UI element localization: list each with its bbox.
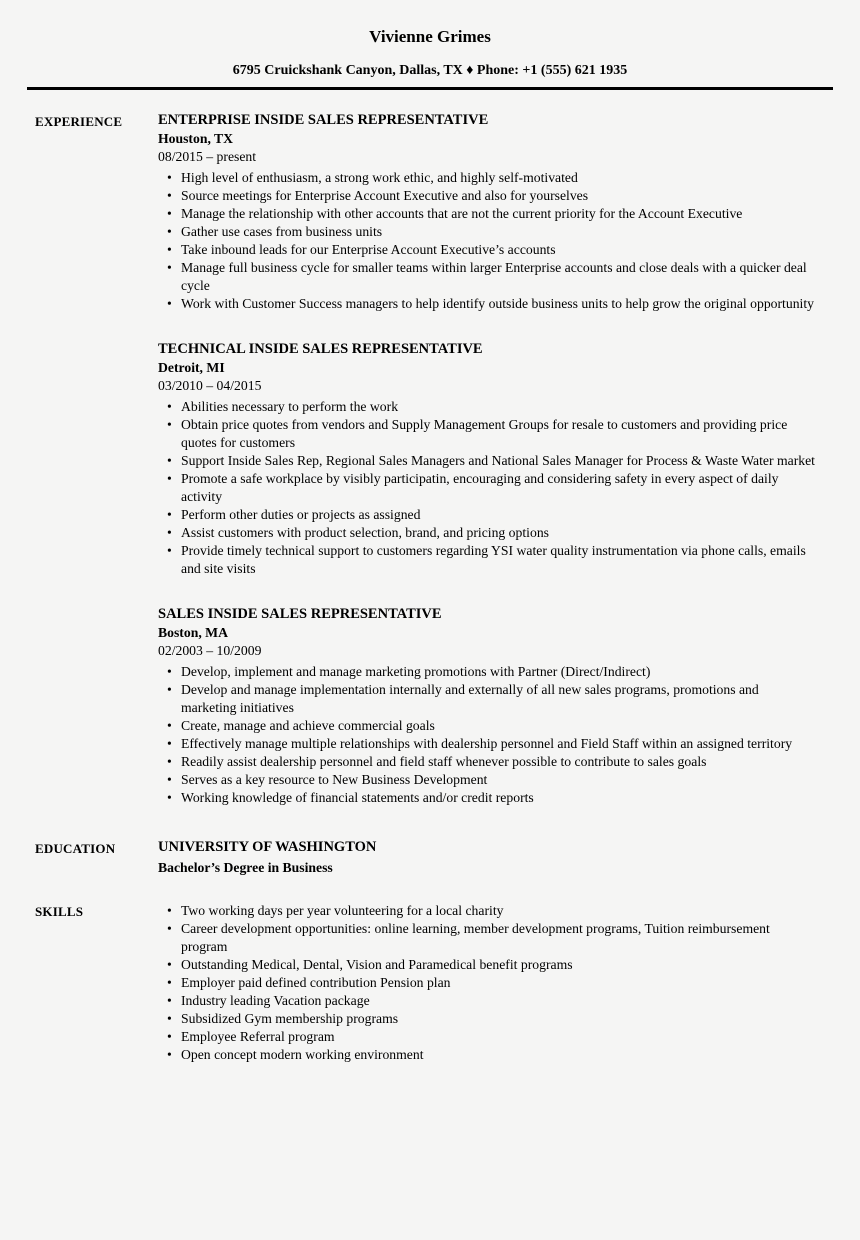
skill-bullet: • Two working days per year volunteering for a local charity <box>158 902 816 920</box>
section-label-skills: SKILLS <box>35 903 84 919</box>
job-bullet: • Support Inside Sales Rep, Regional Sales Managers and National Sales Manager for Process & Waste Water market <box>158 452 816 470</box>
job-dates: 08/2015 – present <box>158 149 257 164</box>
resume-body <box>0 90 860 1064</box>
job-bullet: • Perform other duties or projects as assigned <box>158 506 816 524</box>
job-bullet: • Assist customers with product selection, brand, and pricing options <box>158 524 816 542</box>
job-bullet: • Gather use cases from business units <box>158 223 816 241</box>
education-column <box>158 838 816 877</box>
skill-bullet: • Employer paid defined contribution Pension plan <box>158 974 816 992</box>
candidate-name: Vivienne Grimes <box>369 27 491 46</box>
job-bullet: • Obtain price quotes from vendors and Supply Management Groups for resale to customers and providing price quotes for customers <box>158 416 816 452</box>
job-entry-sales <box>158 605 816 807</box>
skills-bullet-list <box>158 902 816 1064</box>
contact-line: 6795 Cruickshank Canyon, Dallas, TX ♦ Phone: +1 (555) 621 1935 <box>232 63 628 78</box>
job-title: ENTERPRISE INSIDE SALES REPRESENTATIVE <box>158 112 489 128</box>
school-name: UNIVERSITY OF WASHINGTON <box>158 839 377 855</box>
education-section <box>35 838 816 877</box>
section-label-experience: EXPERIENCE <box>35 113 123 129</box>
job-bullet: • Promote a safe workplace by visibly participatin, encouraging and considering safety in every aspect of daily activity <box>158 470 816 506</box>
job-bullet: • Work with Customer Success managers to help identify outside business units to help grow the original opportunity <box>158 295 816 313</box>
job-bullet: • Develop and manage implementation internally and externally of all new sales programs, promotions and marketing initiatives <box>158 681 816 717</box>
job-bullet: • Manage full business cycle for smaller teams within larger Enterprise accounts and close deals with a quicker deal cycle <box>158 259 816 295</box>
job-bullet: • Take inbound leads for our Enterprise Account Executive’s accounts <box>158 241 816 259</box>
skill-bullet: • Career development opportunities: online learning, member development programs, Tuition reimbursement program <box>158 920 816 956</box>
job-location: Detroit, MI <box>158 360 225 375</box>
skill-bullet: • Subsidized Gym membership programs <box>158 1010 816 1028</box>
job-bullet: • Create, manage and achieve commercial goals <box>158 717 816 735</box>
job-entry-technical <box>158 340 816 578</box>
skill-bullet: • Open concept modern working environment <box>158 1046 816 1064</box>
job-bullet-list <box>158 398 816 578</box>
skill-bullet: • Employee Referral program <box>158 1028 816 1046</box>
job-bullet-list <box>158 169 816 313</box>
job-bullet-list <box>158 663 816 807</box>
job-bullet: • Develop, implement and manage marketing promotions with Partner (Direct/Indirect) <box>158 663 816 681</box>
job-bullet: • Serves as a key resource to New Business Development <box>158 771 816 789</box>
degree-name: Bachelor’s Degree in Business <box>158 860 333 875</box>
job-bullet: • Source meetings for Enterprise Account Executive and also for yourselves <box>158 187 816 205</box>
job-bullet: • Abilities necessary to perform the work <box>158 398 816 416</box>
job-entry-enterprise <box>158 111 816 313</box>
job-dates: 02/2003 – 10/2009 <box>158 643 262 658</box>
section-label-education: EDUCATION <box>35 840 116 856</box>
job-location: Boston, MA <box>158 625 228 640</box>
experience-section <box>35 111 816 807</box>
skills-section <box>35 901 816 1064</box>
job-bullet: • Readily assist dealership personnel and field staff whenever possible to contribute to sales goals <box>158 753 816 771</box>
job-bullet: • High level of enthusiasm, a strong work ethic, and highly self-motivated <box>158 169 816 187</box>
job-location: Houston, TX <box>158 131 234 146</box>
job-title: SALES INSIDE SALES REPRESENTATIVE <box>158 606 442 622</box>
job-title: TECHNICAL INSIDE SALES REPRESENTATIVE <box>158 341 483 357</box>
job-bullet: • Working knowledge of financial statements and/or credit reports <box>158 789 816 807</box>
skill-bullet: • Industry leading Vacation package <box>158 992 816 1010</box>
resume-header <box>0 0 860 90</box>
experience-column <box>158 111 816 807</box>
job-bullet: • Effectively manage multiple relationships with dealership personnel and Field Staff within an assigned territory <box>158 735 816 753</box>
job-bullet: • Manage the relationship with other accounts that are not the current priority for the Account Executive <box>158 205 816 223</box>
skill-bullet: • Outstanding Medical, Dental, Vision and Paramedical benefit programs <box>158 956 816 974</box>
skills-column <box>158 901 816 1064</box>
job-dates: 03/2010 – 04/2015 <box>158 378 262 393</box>
job-bullet: • Provide timely technical support to customers regarding YSI water quality instrumentation via phone calls, emails and site visits <box>158 542 816 578</box>
